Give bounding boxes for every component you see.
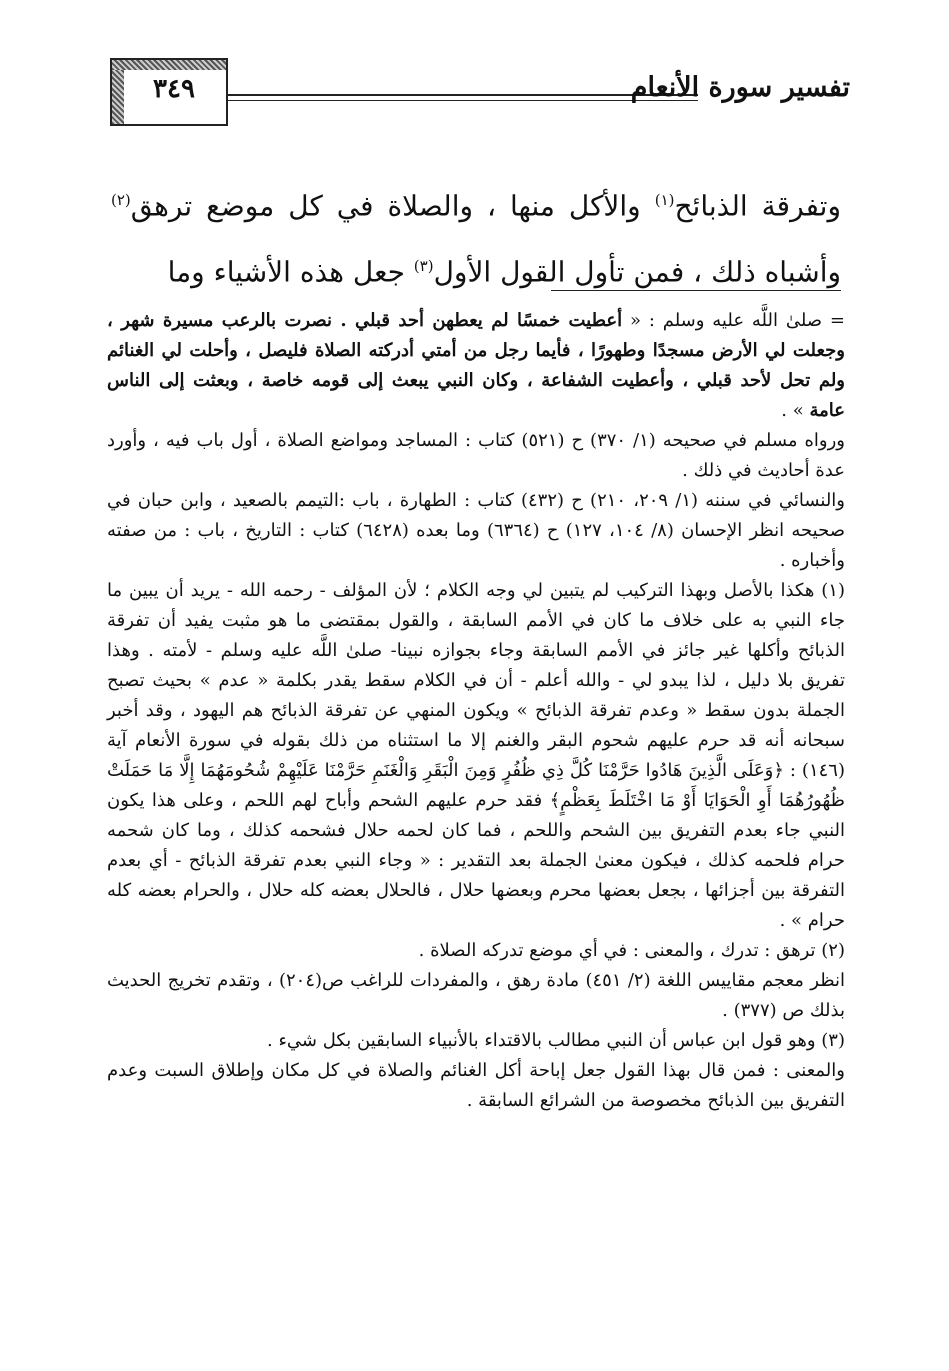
header-rule — [228, 94, 698, 96]
page-number-box — [110, 58, 228, 126]
reference-nasai: والنسائي في سننه (١/ ٢٠٩، ٢١٠) ح (٤٣٢) كتاب : الطهارة ، باب :التيمم بالصعيد ، وابن حبان في صحيحه انظر الإحسان (٨/ ١٠٤، ١٢٧) ح (٦٣٦٤) وما بعده (٦٤٢٨) كتاب : التاريخ ، باب : من صفته وأخباره . — [107, 490, 845, 571]
running-title: تفسير سورة الأنعام — [630, 72, 850, 103]
hadith-lead: = صلىٰ اللَّه عليه وسلم : « — [622, 310, 845, 331]
footnotes — [107, 306, 845, 1116]
footnote-1-number: (١) — [821, 580, 845, 601]
page-number-box-shade-top — [112, 60, 226, 70]
footnote-3-text: وهو قول ابن عباس أن النبي مطالب بالاقتداء بالأنبياء السابقين بكل شيء . — [267, 1030, 816, 1051]
footnote-3-meaning: والمعنى : فمن قال بهذا القول جعل إباحة أكل الغنائم والصلاة في كل مكان وإطلاق السبت وعدم التفريق بين الذبائح مخصوصة من الشرائع السابقة . — [107, 1060, 845, 1111]
page-number: ٣٤٩ — [153, 74, 195, 104]
quran-verse: ﴿وَعَلَى الَّذِينَ هَادُوا حَرَّمْنَا كُلَّ ذِي ظُفُرٍ وَمِنَ الْبَقَرِ وَالْغَنَمِ حَرَّمْنَا عَلَيْهِمْ شُحُومَهُمَا إِلَّا مَا حَمَلَتْ ظُهُورُهُمَا أَوِ الْحَوَايَا أَوْ مَا اخْتَلَطَ بِعَظْمٍ﴾ — [107, 760, 845, 811]
footnote-2-number: (٢) — [821, 940, 845, 961]
footnote-separator — [551, 290, 841, 291]
hadith-text: أعطيت خمسًا لم يعطهن أحد قبلي . نصرت بالرعب مسيرة شهر ، وجعلت لي الأرض مسجدًا وطهورًا ، فأيما رجل من أمتي أدركته الصلاة فليصل ، وأحلت لي الغنائم ولم تحل لأحد قبلي ، وأعطيت الشفاعة ، وكان النبي يبعث إلى قومه خاصة ، وبعثت إلى الناس عامة — [107, 310, 845, 421]
main-text — [111, 170, 841, 303]
footnote-ref-1[interactable]: (١) — [654, 191, 675, 209]
reference-muslim: ورواه مسلم في صحيحه (١/ ٣٧٠) ح (٥٢١) كتاب : المساجد ومواضع الصلاة ، أول باب فيه ، وأورد عدة أحاديث في ذلك . — [107, 430, 845, 481]
hadith-end: » . — [781, 400, 810, 421]
main-text-segment: وتفرقة الذبائح — [674, 189, 841, 223]
main-text-segment: جعل هذه الأشياء وما — [167, 255, 405, 289]
footnote-2 — [107, 936, 845, 966]
footnote-1 — [107, 576, 845, 936]
footnote-1-text: هكذا بالأصل وبهذا التركيب لم يتبين لي وجه الكلام ؛ لأن المؤلف - رحمه الله - يريد أن يبين ما جاء النبي به على خلاف ما كان في الأمم السابقة ، والقول بمقتضى ما هو مثبت يفيد أن تفرقة الذبائح وأكلها غير جائز في الأمم السابقة وجاء بجوازه نبينا- صلىٰ اللَّه عليه وسلم - لأمته . وهذا تفريق بلا دليل ، لذا يبدو لي - والله أعلم - أن في الكلام سقط يقدر بكلمة « عدم » بحيث تصبح الجملة بدون سقط « وعدم تفرقة الذبائح » ويكون المنهي عن تفرقة الذبائح هم اليهود ، وقد أخبر سبحانه أنه قد حرم عليهم شحوم البقر والغنم إلا ما استثناه من ذلك بقوله في سورة الأنعام آية (١٤٦) : — [107, 580, 845, 781]
footnote-3 — [107, 1026, 845, 1056]
footnote-2-text: ترهق : تدرك ، والمعنى : في أي موضع تدركه الصلاة . — [418, 940, 816, 961]
page-header — [110, 58, 850, 128]
header-rule-thin — [228, 100, 698, 101]
footnote-ref-2[interactable]: (٢) — [111, 191, 131, 209]
main-text-segment: وأشباه ذلك ، فمن تأول القول الأول — [433, 255, 841, 289]
main-text-segment: والأكل منها ، والصلاة في كل موضع ترهق — [130, 189, 641, 223]
footnote-2-reference: انظر معجم مقاييس اللغة (٢/ ٤٥١) مادة رهق ، والمفردات للراغب ص(٢٠٤) ، وتقدم تخريج الحديث بذلك ص (٣٧٧) . — [107, 970, 845, 1021]
footnote-1-text-cont: فقد حرم عليهم الشحم وأباح لهم اللحم ، وعلى هذا يكون النبي جاء بعدم التفريق بين الشحم واللحم ، فما كان لحمه حلال فشحمه كذلك ، وما كان شحمه حرام فلحمه كذلك ، فيكون معنىٰ الجملة بعد التقدير : « وجاء النبي بعدم تفرقة الذبائح - أي بعدم التفرقة بين أجزائها ، بجعل بعضها محرم وبعضها حلال ، فالحلال بعضه كله حلال ، والحرام بعضه كله حرام » . — [107, 790, 845, 931]
footnote-continuation — [107, 306, 845, 426]
footnote-3-number: (٣) — [821, 1030, 845, 1051]
footnote-ref-3[interactable]: (٣) — [413, 257, 434, 276]
